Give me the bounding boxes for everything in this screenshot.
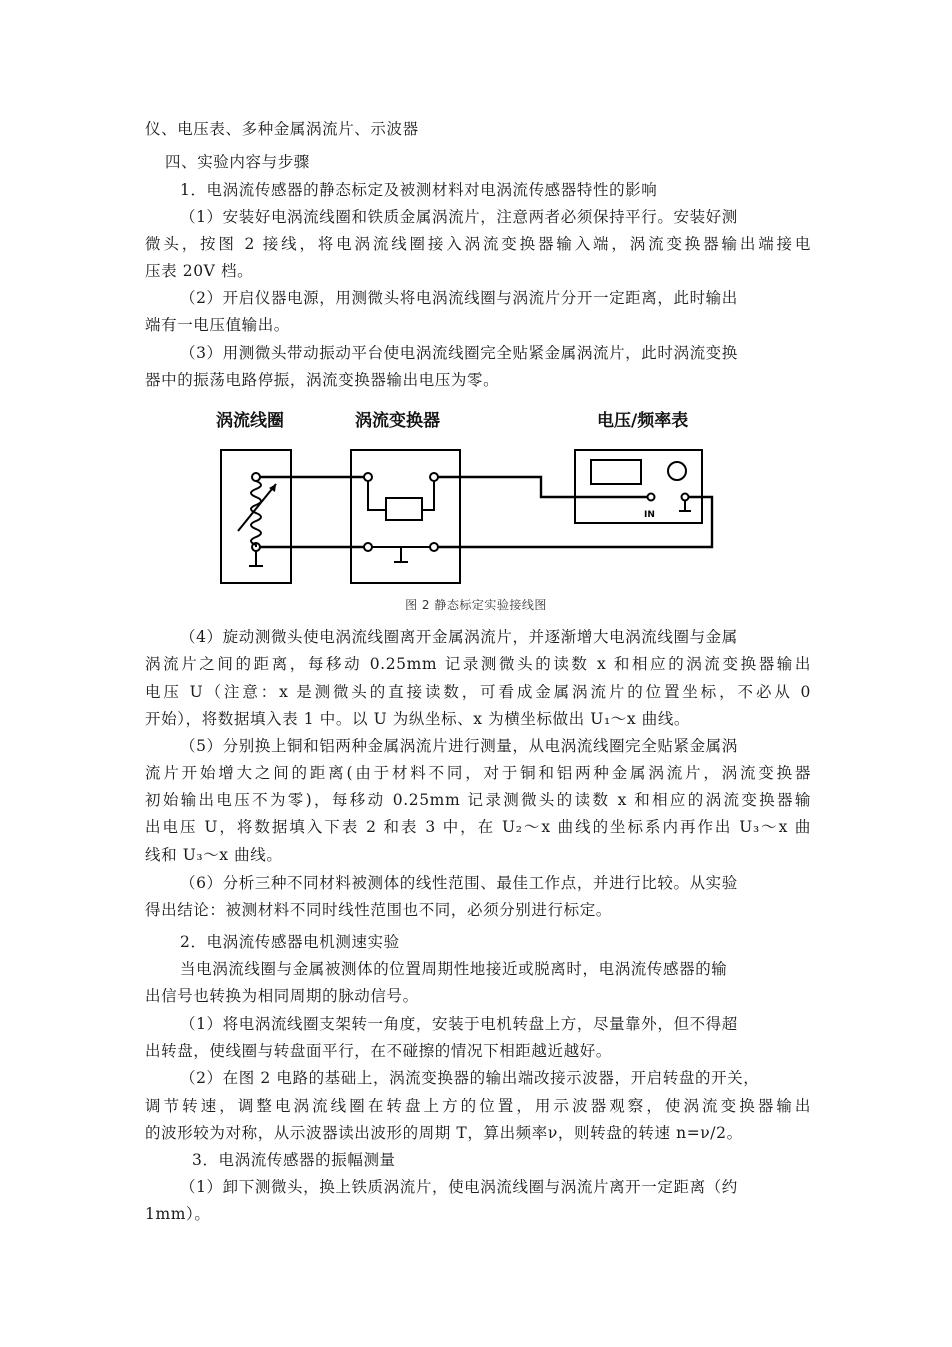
text-line: 流片开始增大之间的距离(由于材料不同，对于铜和铝两种金属涡流片，涡流变换器 [145, 764, 811, 782]
wire-signal [438, 477, 647, 497]
converter-resistor [386, 498, 422, 520]
text-line: 涡流片之间的距离，每移动 0.25mm 记录测微头的读数 x 和相应的涡流变换器输出 [145, 655, 811, 673]
section-heading: 四、实验内容与步骤 [165, 153, 310, 171]
text-line: 调节转速，调整电涡流线圈在转盘上方的位置，用示波器观察，使涡流变换器输出 [145, 1097, 811, 1115]
text-line: 微头，按图 2 接线，将电涡流线圈接入涡流变换器输入端，涡流变换器输出端接电 [145, 235, 811, 253]
subsection-heading: 3．电涡流传感器的振幅测量 [192, 1151, 396, 1169]
text-line: （4）旋动测微头使电涡流线圈离开金属涡流片，并逐渐增大电涡流线圈与金属 [180, 628, 738, 646]
figure-caption: 图 2 静态标定实验接线图 [405, 598, 547, 612]
text-line: 仪、电压表、多种金属涡流片、示波器 [145, 120, 419, 138]
text-line: （1）安装好电涡流线圈和铁质金属涡流片，注意两者必须保持平行。安装好测 [180, 208, 738, 226]
meter-label: 电压/频率表 [597, 411, 689, 431]
meter-knob-icon [668, 462, 686, 480]
text-line: 出电压 U，将数据填入下表 2 和表 3 中，在 U₂～x 曲线的坐标系内再作出 U₃～x 曲 [145, 818, 811, 836]
text-line: 出信号也转换为相同周期的脉动信号。 [145, 987, 419, 1005]
text-line: 当电涡流线圈与金属被测体的位置周期性地接近或脱离时，电涡流传感器的输 [180, 960, 728, 978]
subsection-heading: 1．电涡流传感器的静态标定及被测材料对电涡流传感器特性的影响 [180, 181, 658, 199]
text-line: （2）开启仪器电源，用测微头将电涡流线圈与涡流片分开一定距离，此时输出 [180, 289, 738, 307]
meter-display [591, 460, 641, 484]
text-line: （1）卸下测微头，换上铁质涡流片，使电涡流线圈与涡流片离开一定距离（约 [180, 1178, 738, 1196]
coil-label: 涡流线圈 [216, 411, 284, 431]
text-line: （6）分析三种不同材料被测体的线性范围、最佳工作点，并进行比较。从实验 [180, 874, 738, 892]
text-line: （3）用测微头带动振动平台使电涡流线圈完全贴紧金属涡流片，此时涡流变换 [180, 344, 738, 362]
subsection-heading: 2．电涡流传感器电机测速实验 [180, 933, 400, 951]
text-line: 出转盘，使线圈与转盘面平行，在不碰擦的情况下相距越近越好。 [145, 1042, 612, 1060]
text-line: 电压 U（注意：x 是测微头的直接读数，可看成金属涡流片的位置坐标，不必从 0 [145, 683, 811, 701]
text-line: （5）分别换上铜和铝两种金属涡流片进行测量，从电涡流线圈完全贴紧金属涡 [180, 737, 738, 755]
text-line: 器中的振荡电路停振，涡流变换器输出电压为零。 [145, 371, 500, 389]
text-line: 初始输出电压不为零)，每移动 0.25mm 记录测微头的读数 x 和相应的涡流变换器输 [145, 791, 811, 809]
text-line: 1mm）。 [145, 1205, 211, 1223]
text-line: 开始），将数据填入表 1 中。以 U 为纵坐标、x 为横坐标做出 U₁～x 曲线。 [145, 710, 691, 728]
text-line: （2）在图 2 电路的基础上，涡流变换器的输出端改接示波器，开启转盘的开关， [180, 1069, 760, 1087]
converter-label: 涡流变换器 [355, 411, 440, 431]
variable-arrow [238, 484, 276, 531]
text-line: 线和 U₃～x 曲线。 [145, 846, 283, 864]
meter-in-label: IN [644, 510, 655, 520]
wiring-diagram [205, 398, 735, 598]
text-line: 端有一电压值输出。 [145, 316, 290, 334]
text-line: 压表 20V 档。 [145, 262, 254, 280]
text-line: 得出结论：被测材料不同时线性范围也不同，必须分别进行标定。 [145, 901, 612, 919]
text-line: 的波形较为对称，从示波器读出波形的周期 T，算出频率ν，则转盘的转速 n=ν/2。 [145, 1124, 743, 1142]
text-line: （1）将电涡流线圈支架转一角度，安装于电机转盘上方，尽量靠外，但不得超 [180, 1015, 738, 1033]
